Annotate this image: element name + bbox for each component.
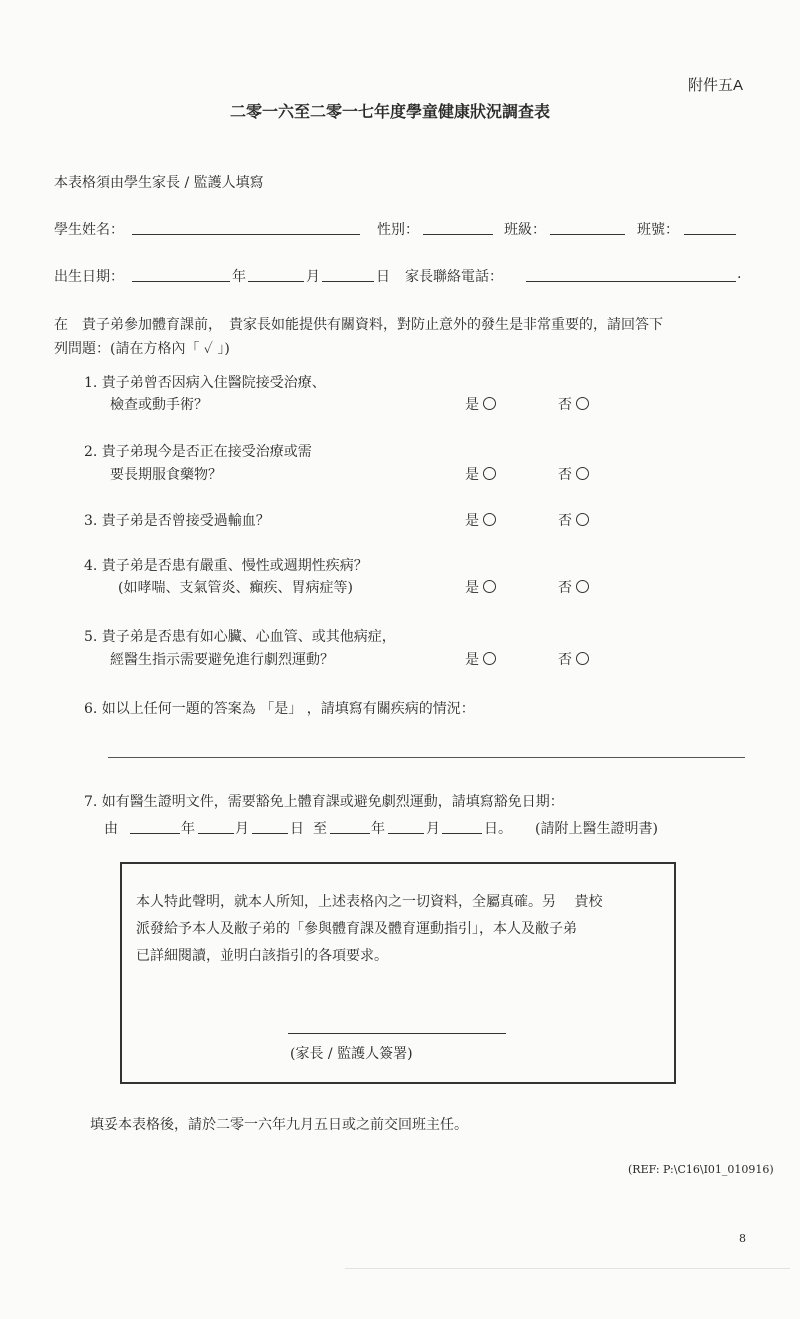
- yes-label: 是: [465, 580, 479, 596]
- sex-label: 性別：: [377, 222, 419, 238]
- no-circle-icon[interactable]: [576, 397, 589, 410]
- attachment-label: 附件五A: [688, 77, 744, 94]
- question-4-no[interactable]: [558, 577, 589, 597]
- dob-year-field[interactable]: [132, 267, 230, 282]
- q7-from-month-label: 月: [235, 821, 249, 837]
- question-4-yes[interactable]: [465, 577, 496, 597]
- reference-code: (REF: P:\C16\I01_010916): [628, 1163, 774, 1176]
- q7-to-month-field[interactable]: [388, 819, 424, 834]
- q7-from-label: 由: [104, 821, 118, 837]
- yes-circle-icon[interactable]: [483, 513, 496, 526]
- question-1-no[interactable]: [558, 394, 589, 414]
- intro-line-1: 在 貴子弟參加體育課前， 貴家長如能提供有關資料，對防止意外的發生是非常重要的，請回答下: [54, 317, 663, 333]
- yes-circle-icon[interactable]: [483, 580, 496, 593]
- class-no-label: 班號：: [637, 222, 679, 238]
- question-3-no[interactable]: [558, 510, 589, 530]
- q7-to-day-label: 日。: [484, 821, 512, 837]
- yes-circle-icon[interactable]: [483, 467, 496, 480]
- phone-field[interactable]: [526, 267, 736, 282]
- declaration-line-3: 已詳細閱讀，並明白該指引的各項要求。: [136, 948, 388, 964]
- no-label: 否: [558, 513, 572, 529]
- instruction-text: 本表格須由學生家長 / 監護人填寫: [54, 175, 264, 191]
- class-label: 班級：: [504, 222, 546, 238]
- no-label: 否: [558, 397, 572, 413]
- no-label: 否: [558, 652, 572, 668]
- question-4-line-2: (如哮喘、支氣管炎、癲疾、胃病症等): [118, 580, 353, 596]
- question-4-line-1: 4. 貴子弟是否患有嚴重、慢性或週期性疾病？: [84, 558, 368, 574]
- question-2-line-2: 要長期服食藥物？: [110, 467, 222, 483]
- question-6-answer-line[interactable]: [108, 757, 745, 758]
- q7-to-year-field[interactable]: [330, 819, 370, 834]
- q7-to-month-label: 月: [426, 821, 440, 837]
- question-5-line-2: 經醫生指示需要避免進行劇烈運動？: [110, 652, 334, 668]
- scan-edge-line: [345, 1268, 790, 1269]
- intro-line-2: 列問題：(請在方格內「 ✓ 」): [54, 341, 230, 357]
- sex-field[interactable]: [423, 220, 493, 235]
- yes-label: 是: [465, 652, 479, 668]
- yes-label: 是: [465, 467, 479, 483]
- yes-label: 是: [465, 397, 479, 413]
- question-2-yes[interactable]: [465, 464, 496, 484]
- no-circle-icon[interactable]: [576, 513, 589, 526]
- dob-month-field[interactable]: [248, 267, 304, 282]
- no-label: 否: [558, 580, 572, 596]
- question-1-line-1: 1. 貴子弟曾否因病入住醫院接受治療、: [84, 375, 326, 391]
- no-label: 否: [558, 467, 572, 483]
- q7-from-year-field[interactable]: [130, 819, 180, 834]
- question-1-line-2: 檢查或動手術？: [110, 397, 208, 413]
- question-2-no[interactable]: [558, 464, 589, 484]
- question-2-line-1: 2. 貴子弟現今是否正在接受治療或需: [84, 444, 312, 460]
- dob-label: 出生日期：: [54, 269, 124, 285]
- no-circle-icon[interactable]: [576, 580, 589, 593]
- q7-from-year-label: 年: [181, 821, 195, 837]
- dob-day-label: 日: [376, 269, 390, 285]
- signature-line[interactable]: [288, 1033, 506, 1034]
- phone-label: 家長聯絡電話：: [405, 269, 503, 285]
- question-5-no[interactable]: [558, 649, 589, 669]
- yes-circle-icon[interactable]: [483, 652, 496, 665]
- q7-from-month-field[interactable]: [198, 819, 234, 834]
- q7-note: (請附上醫生證明書): [535, 821, 658, 837]
- declaration-line-1: 本人特此聲明，就本人所知，上述表格內之一切資料，全屬真確。另 貴校: [136, 894, 603, 910]
- student-name-field[interactable]: [132, 220, 360, 235]
- question-5-yes[interactable]: [465, 649, 496, 669]
- page-title: 二零一六至二零一七年度學童健康狀況調查表: [230, 102, 551, 121]
- q7-to-label: 至: [313, 821, 327, 837]
- return-note: 填妥本表格後，請於二零一六年九月五日或之前交回班主任。: [90, 1117, 468, 1133]
- class-no-field[interactable]: [684, 220, 736, 235]
- no-circle-icon[interactable]: [576, 652, 589, 665]
- question-1-yes[interactable]: [465, 394, 496, 414]
- question-6: 6. 如以上任何一題的答案為 「是」 ，請填寫有關疾病的情況：: [84, 701, 475, 717]
- signature-label: (家長 / 監護人簽署): [290, 1046, 413, 1062]
- dob-year-label: 年: [232, 269, 246, 285]
- question-3-yes[interactable]: [465, 510, 496, 530]
- class-field[interactable]: [550, 220, 625, 235]
- yes-label: 是: [465, 513, 479, 529]
- question-3-line-1: 3. 貴子弟是否曾接受過輸血？: [84, 513, 270, 529]
- q7-from-day-field[interactable]: [252, 819, 288, 834]
- phone-end: .: [737, 266, 742, 282]
- no-circle-icon[interactable]: [576, 467, 589, 480]
- q7-to-year-label: 年: [371, 821, 385, 837]
- dob-day-field[interactable]: [322, 267, 374, 282]
- question-7: 7. 如有醫生證明文件，需要豁免上體育課或避免劇烈運動，請填寫豁免日期：: [84, 794, 564, 810]
- q7-to-day-field[interactable]: [442, 819, 482, 834]
- declaration-line-2: 派發給予本人及敝子弟的「參與體育課及體育運動指引」，本人及敝子弟: [136, 921, 577, 937]
- page-number: 8: [739, 1232, 746, 1245]
- dob-month-label: 月: [306, 269, 320, 285]
- question-5-line-1: 5. 貴子弟是否患有如心臟、心血管、或其他病症，: [84, 629, 396, 645]
- student-name-label: 學生姓名：: [54, 222, 124, 238]
- q7-from-day-label: 日: [290, 821, 304, 837]
- yes-circle-icon[interactable]: [483, 397, 496, 410]
